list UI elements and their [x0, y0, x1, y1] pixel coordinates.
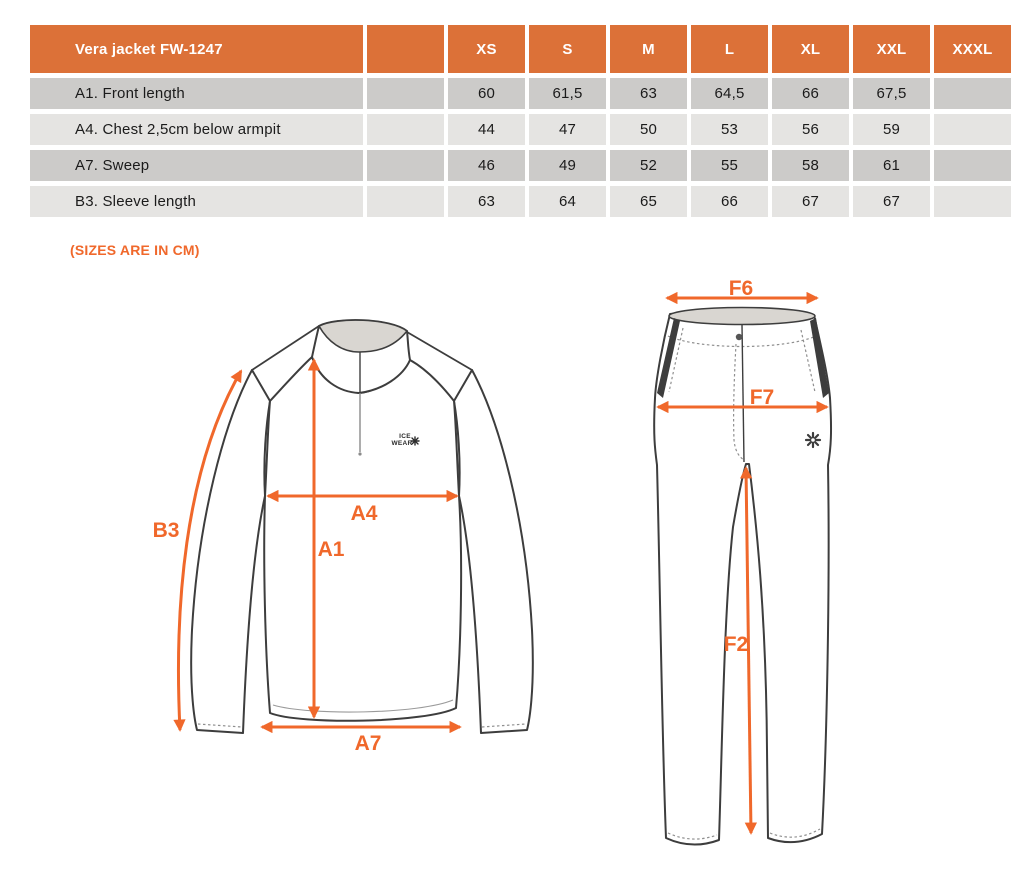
size-column-header-s: S	[529, 25, 606, 73]
measurement-value: 65	[610, 186, 687, 217]
empty-value-cell	[367, 186, 444, 217]
a4-label: A4	[350, 502, 378, 525]
measurement-value	[934, 78, 1011, 109]
empty-value-cell	[367, 150, 444, 181]
measurement-value: 52	[610, 150, 687, 181]
size-column-header-m: M	[610, 25, 687, 73]
measurement-row-label: A1. Front length	[30, 78, 363, 109]
snowflake-icon	[411, 437, 419, 445]
measurement-row-label: A7. Sweep	[30, 150, 363, 181]
measurement-value: 55	[691, 150, 768, 181]
measurement-value: 59	[853, 114, 930, 145]
empty-value-cell	[367, 78, 444, 109]
jacket-body	[264, 357, 461, 721]
measurement-value	[934, 114, 1011, 145]
measurement-value: 63	[448, 186, 525, 217]
b3-label: B3	[152, 519, 180, 542]
measurement-value: 64	[529, 186, 606, 217]
measurement-value	[934, 150, 1011, 181]
size-column-header-xl: XL	[772, 25, 849, 73]
measurement-value: 67	[772, 186, 849, 217]
empty-value-cell	[367, 114, 444, 145]
jacket-diagram	[140, 300, 560, 770]
measurement-value: 47	[529, 114, 606, 145]
measurement-value: 60	[448, 78, 525, 109]
size-column-header-xxxl: XXXL	[934, 25, 1011, 73]
measurement-value: 49	[529, 150, 606, 181]
measurement-value: 61	[853, 150, 930, 181]
measurement-value: 64,5	[691, 78, 768, 109]
f6-label: F6	[728, 280, 754, 300]
sizes-note: (SIZES ARE IN CM)	[70, 242, 200, 258]
pants-diagram	[620, 280, 880, 865]
svg-text:ICE: ICE	[399, 433, 411, 440]
measurement-value: 67,5	[853, 78, 930, 109]
measurement-value: 66	[772, 78, 849, 109]
zipper-pull	[358, 452, 361, 455]
size-column-header-l: L	[691, 25, 768, 73]
measurement-row-label: B3. Sleeve length	[30, 186, 363, 217]
measurement-value: 66	[691, 186, 768, 217]
measurement-row-label: A4. Chest 2,5cm below armpit	[30, 114, 363, 145]
measurement-value: 67	[853, 186, 930, 217]
size-column-header-xs: XS	[448, 25, 525, 73]
measurement-value: 63	[610, 78, 687, 109]
f2-label: F2	[723, 633, 749, 656]
svg-text:WEAR: WEAR	[391, 440, 413, 447]
empty-header-cell	[367, 25, 444, 73]
measurement-value: 46	[448, 150, 525, 181]
measurement-value: 53	[691, 114, 768, 145]
product-title: Vera jacket FW-1247	[30, 25, 363, 73]
measurement-value: 58	[772, 150, 849, 181]
a7-label: A7	[354, 732, 382, 755]
measurement-value: 56	[772, 114, 849, 145]
waist-button	[736, 334, 742, 340]
measurement-value	[934, 186, 1011, 217]
measurement-value: 44	[448, 114, 525, 145]
size-table	[30, 25, 1011, 217]
jacket-right-sleeve	[454, 370, 533, 733]
measurement-value: 61,5	[529, 78, 606, 109]
jacket-left-sleeve	[191, 370, 270, 733]
a1-label: A1	[317, 538, 345, 561]
measurement-value: 50	[610, 114, 687, 145]
size-column-header-xxl: XXL	[853, 25, 930, 73]
f7-label: F7	[749, 386, 775, 409]
waist-opening	[669, 308, 815, 325]
snowflake-icon	[806, 433, 820, 447]
